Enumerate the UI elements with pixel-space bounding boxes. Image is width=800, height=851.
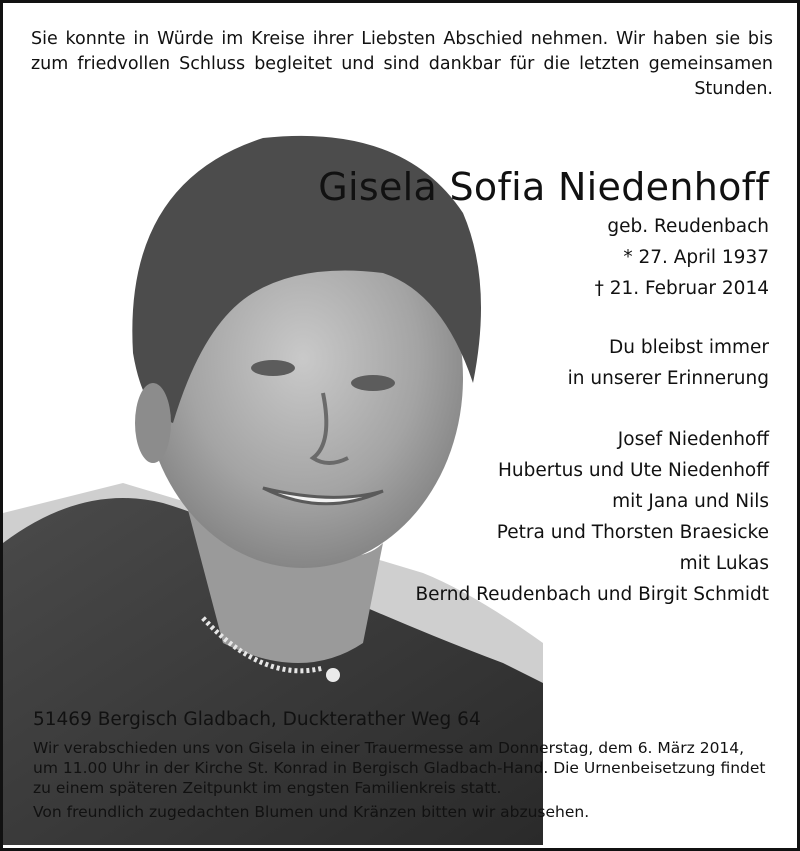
family-member: mit Jana und Nils bbox=[612, 491, 769, 512]
deceased-block bbox=[249, 163, 769, 610]
memory-line: Du bleibst immer bbox=[609, 337, 769, 358]
family-address: 51469 Bergisch Gladbach, Duckterather Weg 64 bbox=[33, 709, 481, 730]
maiden-name: geb. Reudenbach bbox=[607, 216, 769, 237]
family-member: mit Lukas bbox=[679, 553, 769, 574]
funeral-notice bbox=[33, 738, 773, 822]
family-list bbox=[249, 424, 769, 610]
memory-line: in unserer Erinnerung bbox=[567, 368, 769, 389]
birth-date: * 27. April 1937 bbox=[623, 247, 769, 268]
memory-verse bbox=[249, 332, 769, 394]
family-member: Hubertus und Ute Niedenhoff bbox=[498, 460, 769, 481]
death-date: † 21. Februar 2014 bbox=[594, 278, 769, 299]
family-member: Bernd Reudenbach und Birgit Schmidt bbox=[415, 584, 769, 605]
intro-text: Sie konnte in Würde im Kreise ihrer Liebsten Abschied nehmen. Wir haben sie bis zum friedvollen Schluss begleitet und sind dankbar für die letzten gemeinsamen Stunden. bbox=[31, 29, 773, 99]
service-details: Wir verabschieden uns von Gisela in einer Trauermesse am Donnerstag, dem 6. März 2014, um 11.00 Uhr in der Kirche St. Konrad in Bergisch Gladbach-Hand. Die Urnenbeisetzung findet zu einem späteren Zeitpunkt im engsten Familienkreis statt. bbox=[33, 739, 766, 797]
flowers-note: Von freundlich zugedachten Blumen und Kränzen bitten wir abzusehen. bbox=[33, 803, 590, 821]
family-member: Josef Niedenhoff bbox=[617, 429, 769, 450]
family-member: Petra und Thorsten Braesicke bbox=[496, 522, 769, 543]
deceased-name: Gisela Sofia Niedenhoff bbox=[318, 165, 769, 209]
